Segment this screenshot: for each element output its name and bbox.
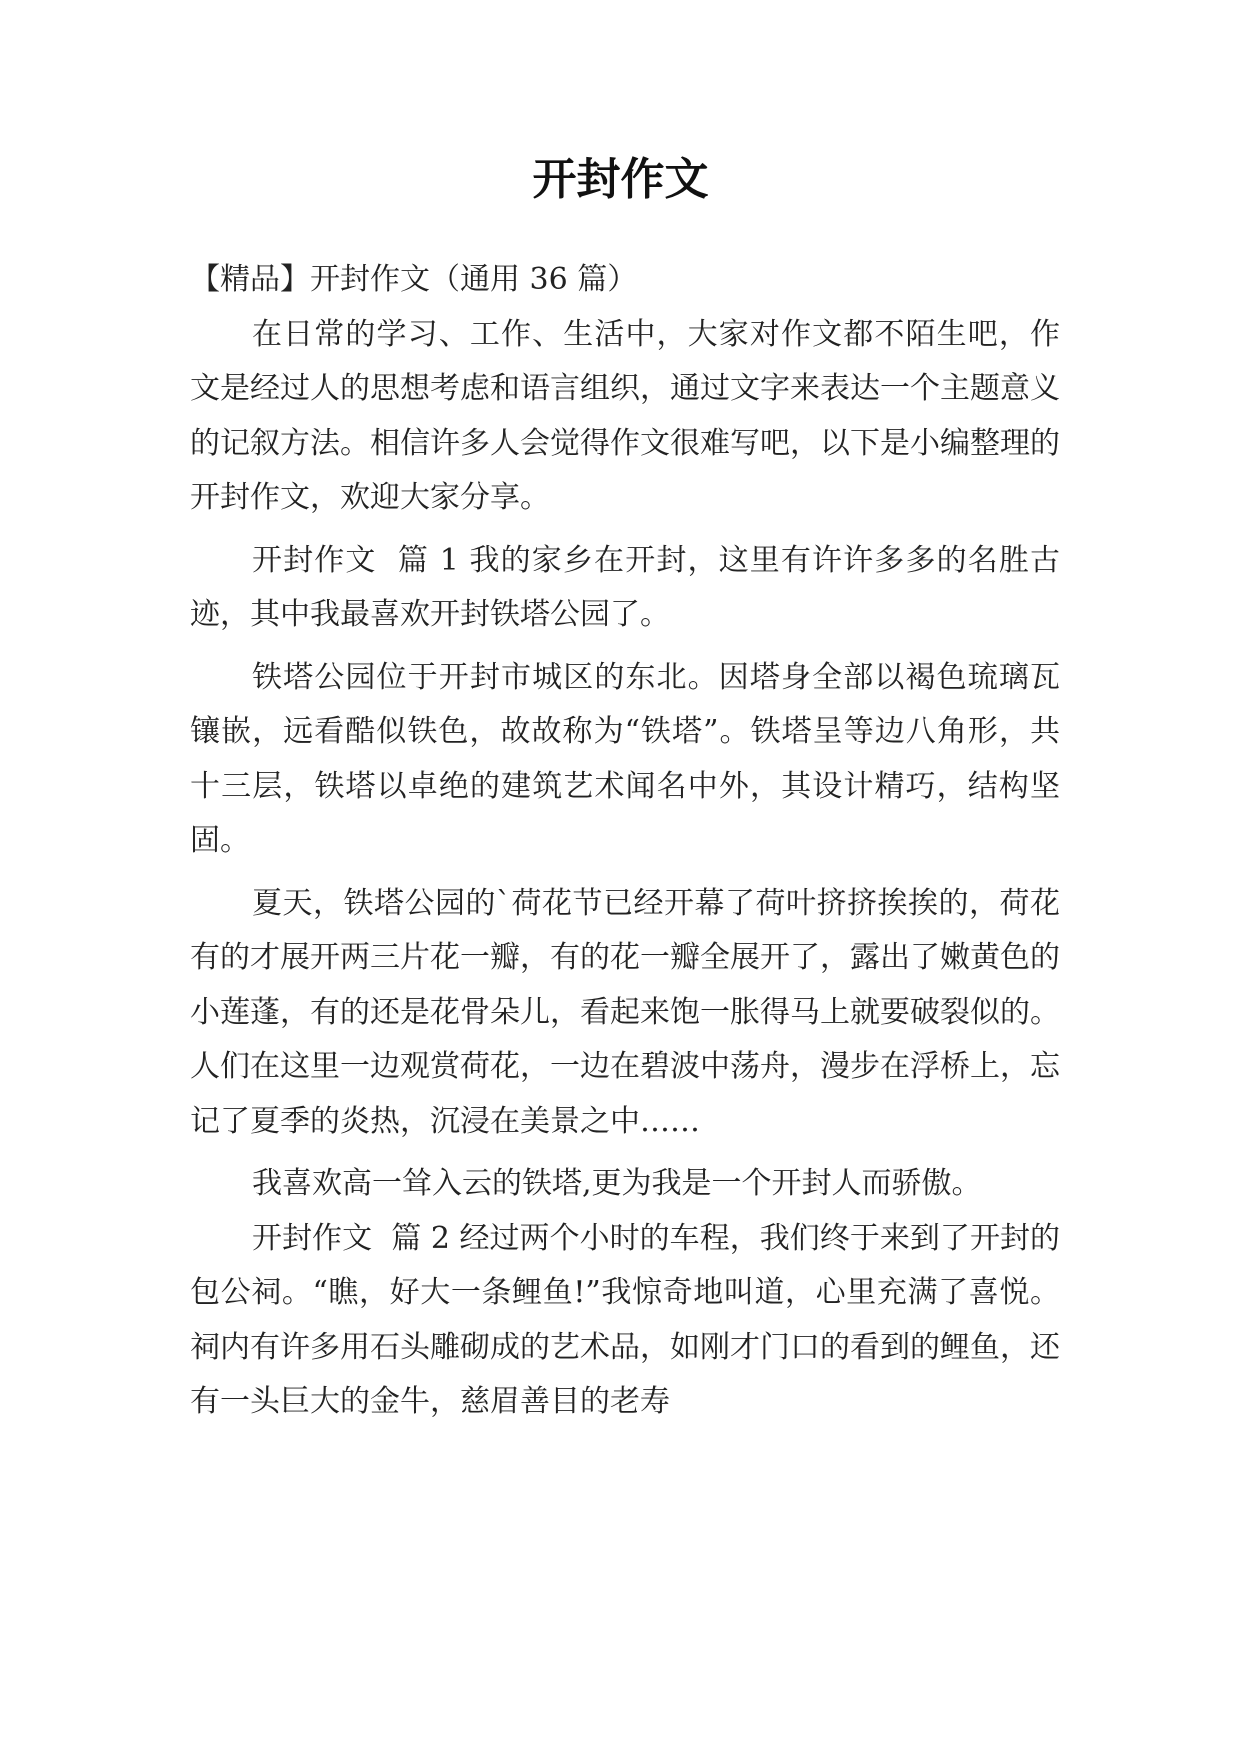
essay-1-first-paragraph <box>190 534 1060 643</box>
essay-1-lead: 我的家乡在开封，这里有许许多多的名胜古迹，其中我最喜欢开封铁塔公园了。 <box>190 542 1060 632</box>
document-subtitle: 【精品】开封作文（通用 36 篇） <box>190 262 638 297</box>
essay-2-first-paragraph <box>190 1212 1060 1430</box>
essay-2-heading: 开封作文 篇 2 <box>252 1220 450 1256</box>
essay-1-paragraph-4: 我喜欢高一耸入云的铁塔,更为我是一个开封人而骄傲。 <box>252 1166 982 1201</box>
intro-paragraph: 在日常的学习、工作、生活中，大家对作文都不陌生吧，作文是经过人的思想考虑和语言组织，通过文字来表达一个主题意义的记叙方法。相信许多人会觉得作文很难写吧，以下是小编整理的开封作文，欢迎大家分享。 <box>190 316 1060 515</box>
document-body <box>190 253 1060 1430</box>
essay-1-heading: 开封作文 篇 1 <box>252 542 459 578</box>
essay-1-paragraph-2: 铁塔公园位于开封市城区的东北。因塔身全部以褐色琉璃瓦镶嵌，远看酷似铁色，故故称为“铁塔”。铁塔呈等边八角形，共十三层，铁塔以卓绝的建筑艺术闻名中外，其设计精巧，结构坚固。 <box>190 659 1060 858</box>
essay-1-paragraph-3: 夏天，铁塔公园的`荷花节已经开幕了荷叶挤挤挨挨的，荷花有的才展开两三片花一瓣，有的花一瓣全展开了，露出了嫩黄色的小莲蓬，有的还是花骨朵儿，看起来饱一胀得马上就要破裂似的。人们在这里一边观赏荷花，一边在碧波中荡舟，漫步在浮桥上，忘记了夏季的炎热，沉浸在美景之中…… <box>190 885 1060 1139</box>
document-title: 开封作文 <box>532 154 709 205</box>
essay-2-lead: 经过两个小时的车程，我们终于来到了开封的包公祠。“瞧，好大一条鲤鱼!”我惊奇地叫道，心里充满了喜悦。祠内有许多用石头雕砌成的艺术品，如刚才门口的看到的鲤鱼，还有一头巨大的金牛，慈眉善目的老寿 <box>190 1220 1061 1419</box>
